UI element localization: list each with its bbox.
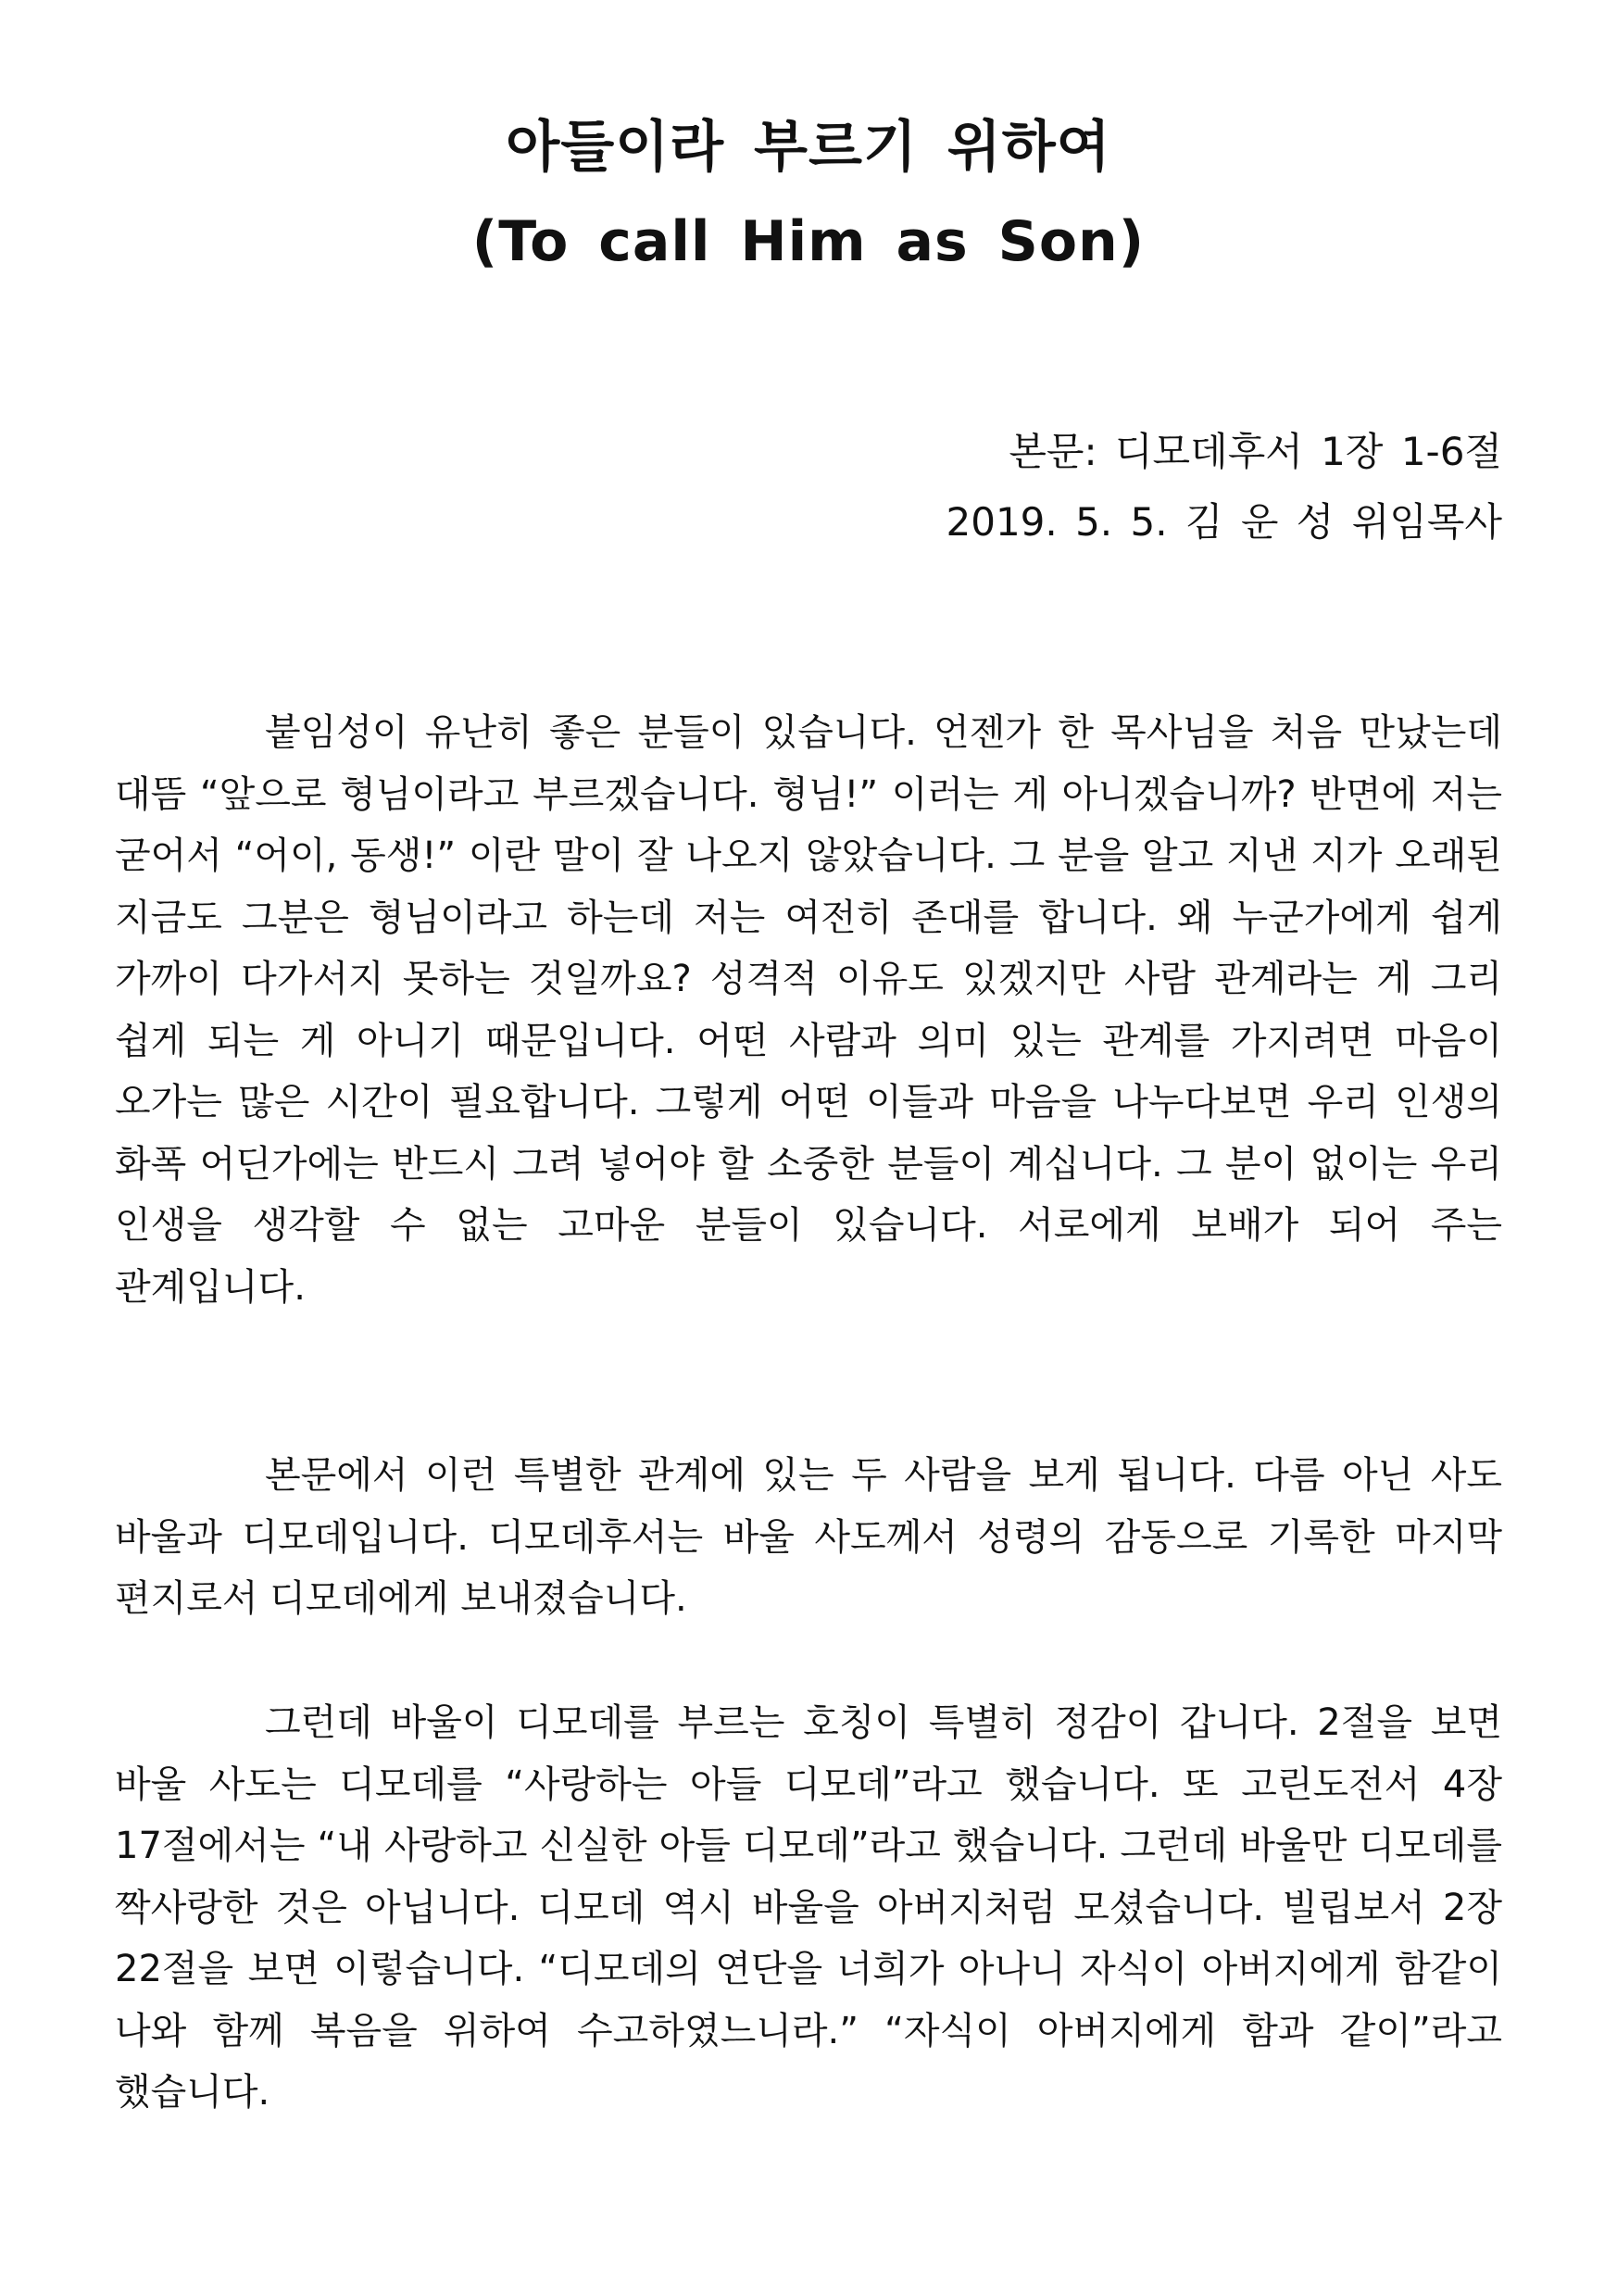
body-paragraph-2: 본문에서 이런 특별한 관계에 있는 두 사람을 보게 됩니다. 다름 아닌 사도 바울과 디모데입니다. 디모데후서는 바울 사도께서 성령의 감동으로 기록한 마지막 편지로서 디모데에게 보내졌습니다. <box>115 1454 1502 1620</box>
title-english: (To call Him as Son) <box>471 209 1146 274</box>
scripture-reference: 본문: 디모데후서 1장 1-6절 <box>1009 429 1502 474</box>
sermon-title <box>0 100 1617 289</box>
title-korean: 아들이라 부르기 위하여 <box>506 115 1111 180</box>
sermon-meta <box>669 417 1502 558</box>
body-paragraph-3: 그런데 바울이 디모데를 부르는 호칭이 특별히 정감이 갑니다. 2절을 보면 바울 사도는 디모데를 “사랑하는 아들 디모데”라고 했습니다. 또 고린도전서 4장 17절에서는 “내 사랑하고 신실한 아들 디모데”라고 했습니다. 그런데 바울만 디모데를 짝사랑한 것은 아닙니다. 디모데 역시 바울을 아버지처럼 모셨습니다. 빌립보서 2장 22절을 보면 이렇습니다. “디모데의 연단을 너희가 아나니 자식이 아버지에게 함같이 나와 함께 복음을 위하여 수고하였느니라.” “자식이 아버지에게 함과 같이”라고 했습니다. <box>115 1701 1502 2114</box>
body-paragraph-1: 붙임성이 유난히 좋은 분들이 있습니다. 언젠가 한 목사님을 처음 만났는데 대뜸 “앞으로 형님이라고 부르겠습니다. 형님!” 이러는 게 아니겠습니까? 반면에 저는 굳어서 “어이, 동생!” 이란 말이 잘 나오지 않았습니다. 그 분을 알고 지낸 지가 오래된 지금도 그분은 형님이라고 하는데 저는 여전히 존대를 합니다. 왜 누군가에게 쉽게 가까이 다가서지 못하는 것일까요? 성격적 이유도 있겠지만 사람 관계라는 게 그리 쉽게 되는 게 아니기 때문입니다. 어떤 사람과 의미 있는 관계를 가지려면 마음이 오가는 많은 시간이 필요합니다. 그렇게 어떤 이들과 마음을 나누다보면 우리 인생의 화폭 어딘가에는 반드시 그려 넣어야 할 소중한 분들이 계십니다. 그 분이 없이는 우리 인생을 생각할 수 없는 고마운 분들이 있습니다. 서로에게 보배가 되어 주는 관계입니다. <box>115 711 1502 1309</box>
date-author: 2019. 5. 5. 김 운 성 위임목사 <box>946 499 1502 545</box>
